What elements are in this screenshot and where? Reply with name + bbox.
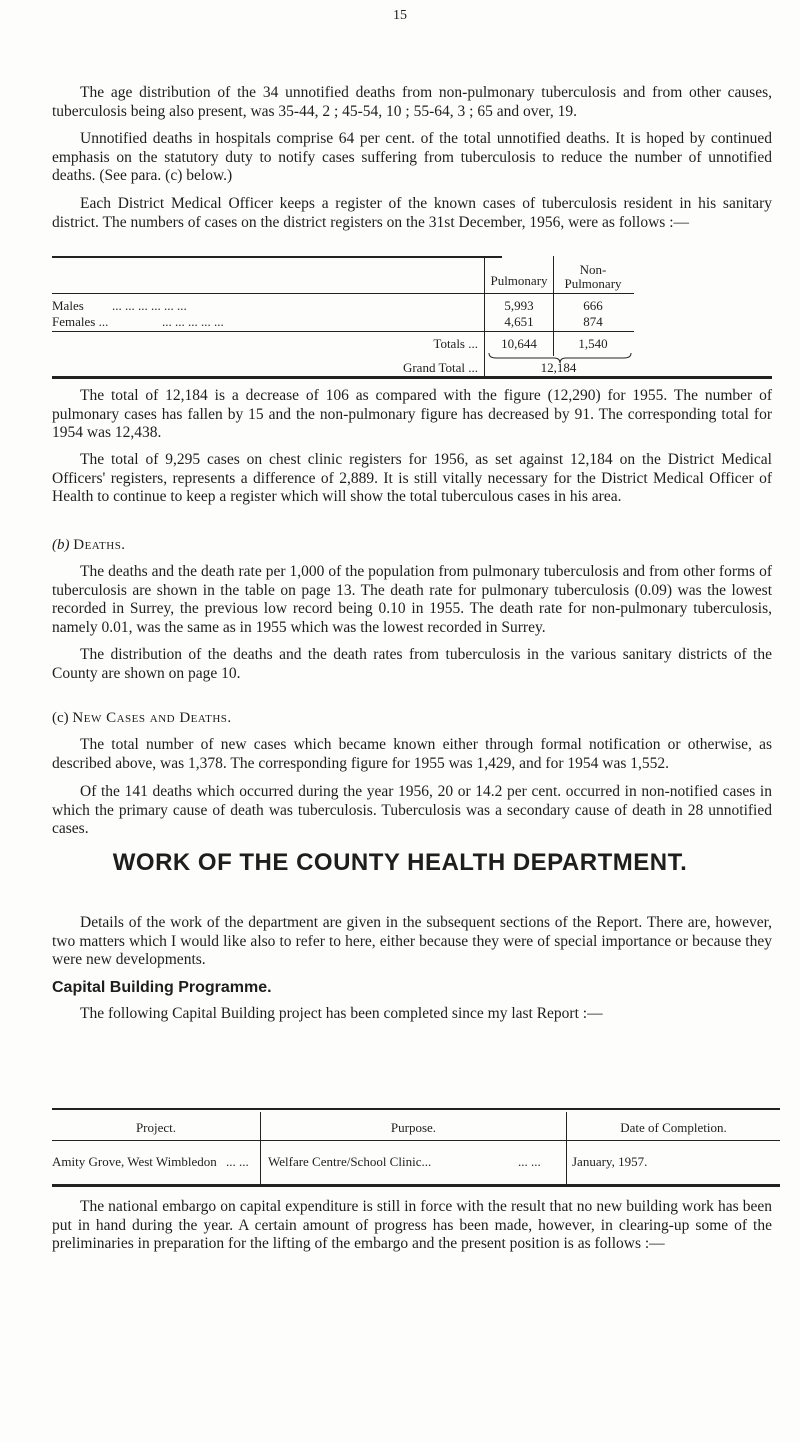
totals-non-pulmonary: 1,540 (578, 336, 608, 351)
paragraph-chest-clinic: The total of 9,295 cases on chest clinic registers for 1956, as set against 12,184 on the District Medical Officers' registers, represents a difference of 2,889. It is still vitally necessary for the District Medical Officer of Health to continue to keep a register which will show the total tuberculous cases in his area. (52, 451, 772, 505)
header-date: Date of Completion. (620, 1120, 727, 1135)
paragraph-capital-project: The following Capital Building project has been completed since my last Report :— (80, 1005, 603, 1022)
paragraph-new-cases: The total number of new cases which became known either through formal notification or otherwise, as described above, was 1,378. The corresponding figure for 1955 was 1,429, and for 1954 was 1,552. (52, 736, 772, 772)
paragraph-national-embargo: The national embargo on capital expenditure is still in force with the result that no new building work has been put in hand during the year. A certain amount of progress has been made, however, in clearing-up some of the preliminaries in preparation for the lifting of the embargo and the present position is as follows :— (52, 1198, 772, 1252)
header-non-pulmonary-line2: Pulmonary (564, 276, 622, 291)
capital-project-table (52, 1108, 780, 1186)
header-pulmonary: Pulmonary (490, 273, 548, 288)
row-females-label: Females ... (52, 314, 109, 329)
paragraph-unnotified-hospitals: Unnotified deaths in hospitals comprise 64 per cent. of the total unnotified deaths. It is hoped by continued emphasis on the statutory duty to notify cases suffering from tuberculosis to reduce the number of unnotified deaths. (See para. (c) below.) (52, 130, 772, 184)
row-males-dots: ... ... ... ... ... ... (112, 298, 187, 313)
header-non-pulmonary (554, 263, 632, 291)
totals-pulmonary: 10,644 (501, 336, 537, 351)
paragraph-decrease: The total of 12,184 is a decrease of 106 as compared with the figure (12,290) for 1955. The number of pulmonary cases has fallen by 15 and the non-pulmonary figure has decreased by 91. The corresponding total for 1954 was 12,438. (52, 387, 772, 441)
females-pulmonary: 4,651 (504, 314, 534, 329)
section-c-marker: (c) (52, 710, 69, 726)
paragraph-deaths-1956: Of the 141 deaths which occurred during the year 1956, 20 or 14.2 per cent. occurred in non-notified cases in which the primary cause of death was tuberculosis. Tuberculosis was a secondary cause of death in 28 unnotified cases. (52, 783, 772, 837)
district-register-table (52, 256, 772, 376)
row-project-name: Amity Grove, West Wimbledon (52, 1154, 217, 1169)
page-number: 15 (393, 8, 407, 23)
paragraph-age-distribution: The age distribution of the 34 unnotified deaths from non-pulmonary tuberculosis and from other causes, tuberculosis being also present, was 35-44, 2 ; 45-54, 10 ; 55-64, 3 ; 65 and over, 19. (52, 84, 772, 120)
header-purpose: Purpose. (390, 1120, 437, 1135)
section-b-title: Deaths. (73, 537, 126, 553)
row-totals-label: Totals ... (433, 336, 478, 351)
section-c-title: New Cases and Deaths. (72, 710, 232, 726)
females-non-pulmonary: 874 (583, 314, 603, 329)
grand-total-value: 12,184 (540, 360, 577, 375)
row-project-dots: ... ... (226, 1154, 249, 1169)
row-completion-date: January, 1957. (572, 1154, 648, 1169)
paragraph-distribution: The distribution of the deaths and the death rates from tuberculosis in the various sanitary districts of the County are shown on page 10. (52, 646, 772, 682)
row-purpose: Welfare Centre/School Clinic... (268, 1154, 432, 1169)
males-non-pulmonary: 666 (583, 298, 603, 313)
row-females-dots: ... ... ... ... ... (162, 314, 224, 329)
row-males-label: Males (52, 298, 84, 313)
main-heading: WORK OF THE COUNTY HEALTH DEPARTMENT. (112, 849, 688, 876)
header-non-pulmonary-line1: Non- (579, 262, 607, 277)
section-b-marker: (b) (52, 537, 70, 553)
row-purpose-dots: ... ... (518, 1154, 541, 1169)
paragraph-department-work: Details of the work of the department are given in the subsequent sections of the Report. There are, however, two matters which I would like also to refer to here, either because they were of special importance or because they were new developments. (52, 914, 772, 968)
capital-building-heading: Capital Building Programme. (52, 979, 272, 996)
section-c-heading (52, 710, 232, 727)
males-pulmonary: 5,993 (504, 298, 534, 313)
paragraph-death-rates: The deaths and the death rate per 1,000 of the population from pulmonary tuberculosis and from other forms of tuberculosis are shown in the table on page 13. The death rate for pulmonary tuberculosis (0.09) was the lowest recorded in Surrey, the previous low record being 0.10 in 1955. The death rate for non-pulmonary tuberculosis, namely 0.01, was the same as in 1955 which was the lowest recorded in Surrey. (52, 563, 772, 636)
row-grand-total-label: Grand Total ... (402, 360, 478, 375)
section-b-heading (52, 537, 126, 554)
header-project: Project. (135, 1120, 177, 1135)
paragraph-district-register: Each District Medical Officer keeps a register of the known cases of tuberculosis resident in his sanitary district. The numbers of cases on the district registers on the 31st December, 1956, were as follows :— (52, 195, 772, 231)
